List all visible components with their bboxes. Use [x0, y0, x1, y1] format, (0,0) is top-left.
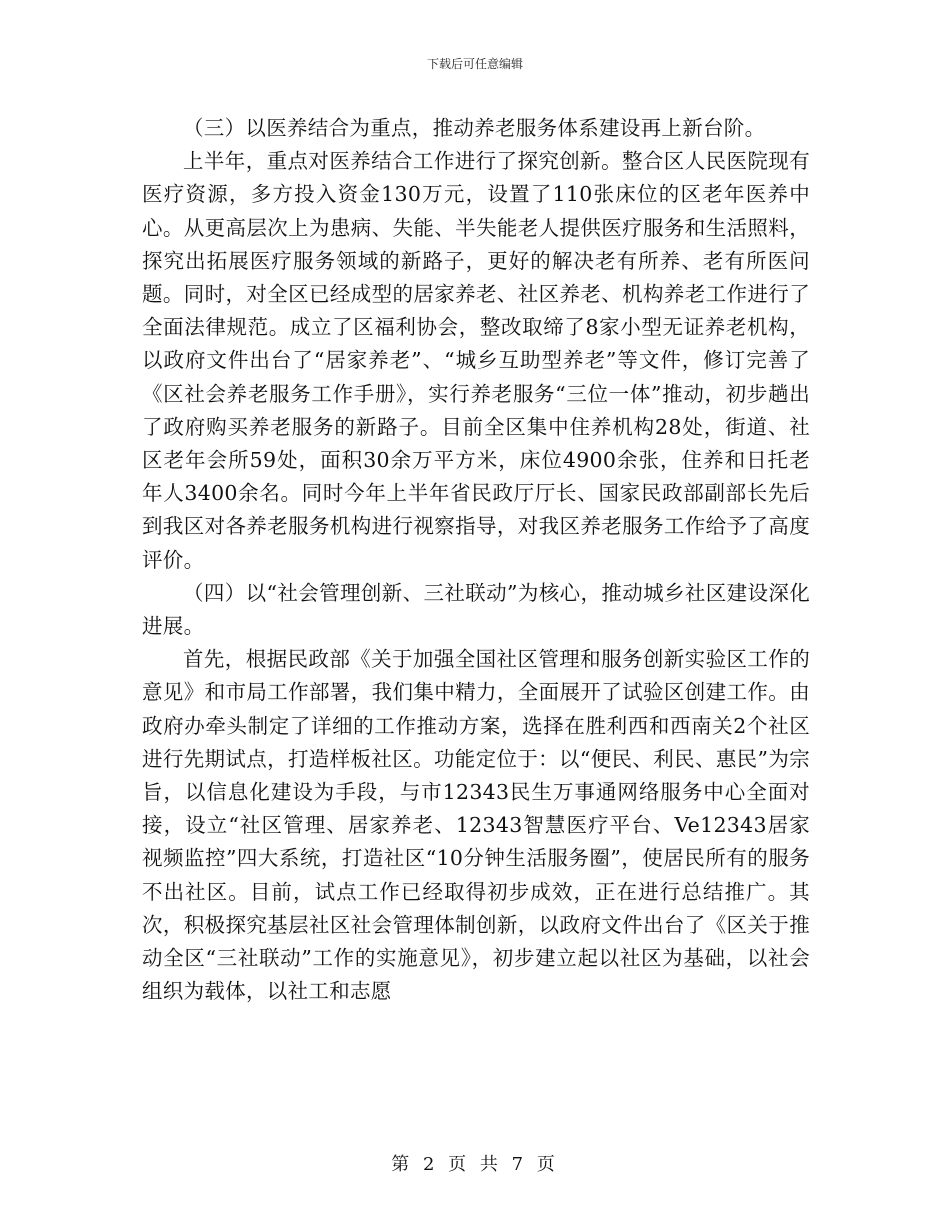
header-note: 下载后可任意编辑 [426, 57, 523, 71]
document-body [142, 112, 810, 1008]
paragraph-section-three-title: （三）以医养结合为重点，推动养老服务体系建设再上新台阶。 [183, 116, 766, 140]
page-number-footer: 第 2 页 共 7 页 [391, 1154, 559, 1175]
paragraph-section-four-title: （四）以“社会管理创新、三社联动”为核心，推动城乡社区建设深化进展。 [142, 580, 810, 639]
paragraph-community-pilot: 首先，根据民政部《关于加强全国社区管理和服务创新实验区工作的意见》和市局工作部署，我们集中精力，全面展开了试验区创建工作。由政府办牵头制定了详细的工作推动方案，选择在胜利西和西南关2个社区进行先期试点，打造样板社区。功能定位于：以“便民、利民、惠民”为宗旨，以信息化建设为手段，与市12343民生万事通网络服务中心全面对接，设立“社区管理、居家养老、12343智慧医疗平台、Ve12343居家视频监控”四大系统，打造社区“10分钟生活服务圈”，使居民所有的服务不出社区。目前，试点工作已经取得初步成效，正在进行总结推广。其次，积极探究基层社区社会管理体制创新，以政府文件出台了《区关于推动全区“三社联动”工作的实施意见》，初步建立起以社区为基础，以社会组织为载体，以社工和志愿 [142, 647, 810, 1004]
paragraph-elderly-care: 上半年，重点对医养结合工作进行了探究创新。整合区人民医院现有医疗资源，多方投入资金130万元，设置了110张床位的区老年医养中心。从更高层次上为患病、失能、半失能老人提供医疗服务和生活照料，探究出拓展医疗服务领域的新路子，更好的解决老有所养、老有所医问题。同时，对全区已经成型的居家养老、社区养老、机构养老工作进行了全面法律规范。成立了区福利协会，整改取缔了8家小型无证养老机构，以政府文件出台了“居家养老”、“城乡互助型养老”等文件，修订完善了《区社会养老服务工作手册》，实行养老服务“三位一体”推动，初步趟出了政府购买养老服务的新路子。目前全区集中住养机构28处，街道、社区老年会所59处，面积30余万平方米，床位4900余张，住养和日托老年人3400余名。同时今年上半年省民政厅厅长、国家民政部副部长先后到我区对各养老服务机构进行视察指导，对我区养老服务工作给予了高度评价。 [142, 149, 810, 572]
